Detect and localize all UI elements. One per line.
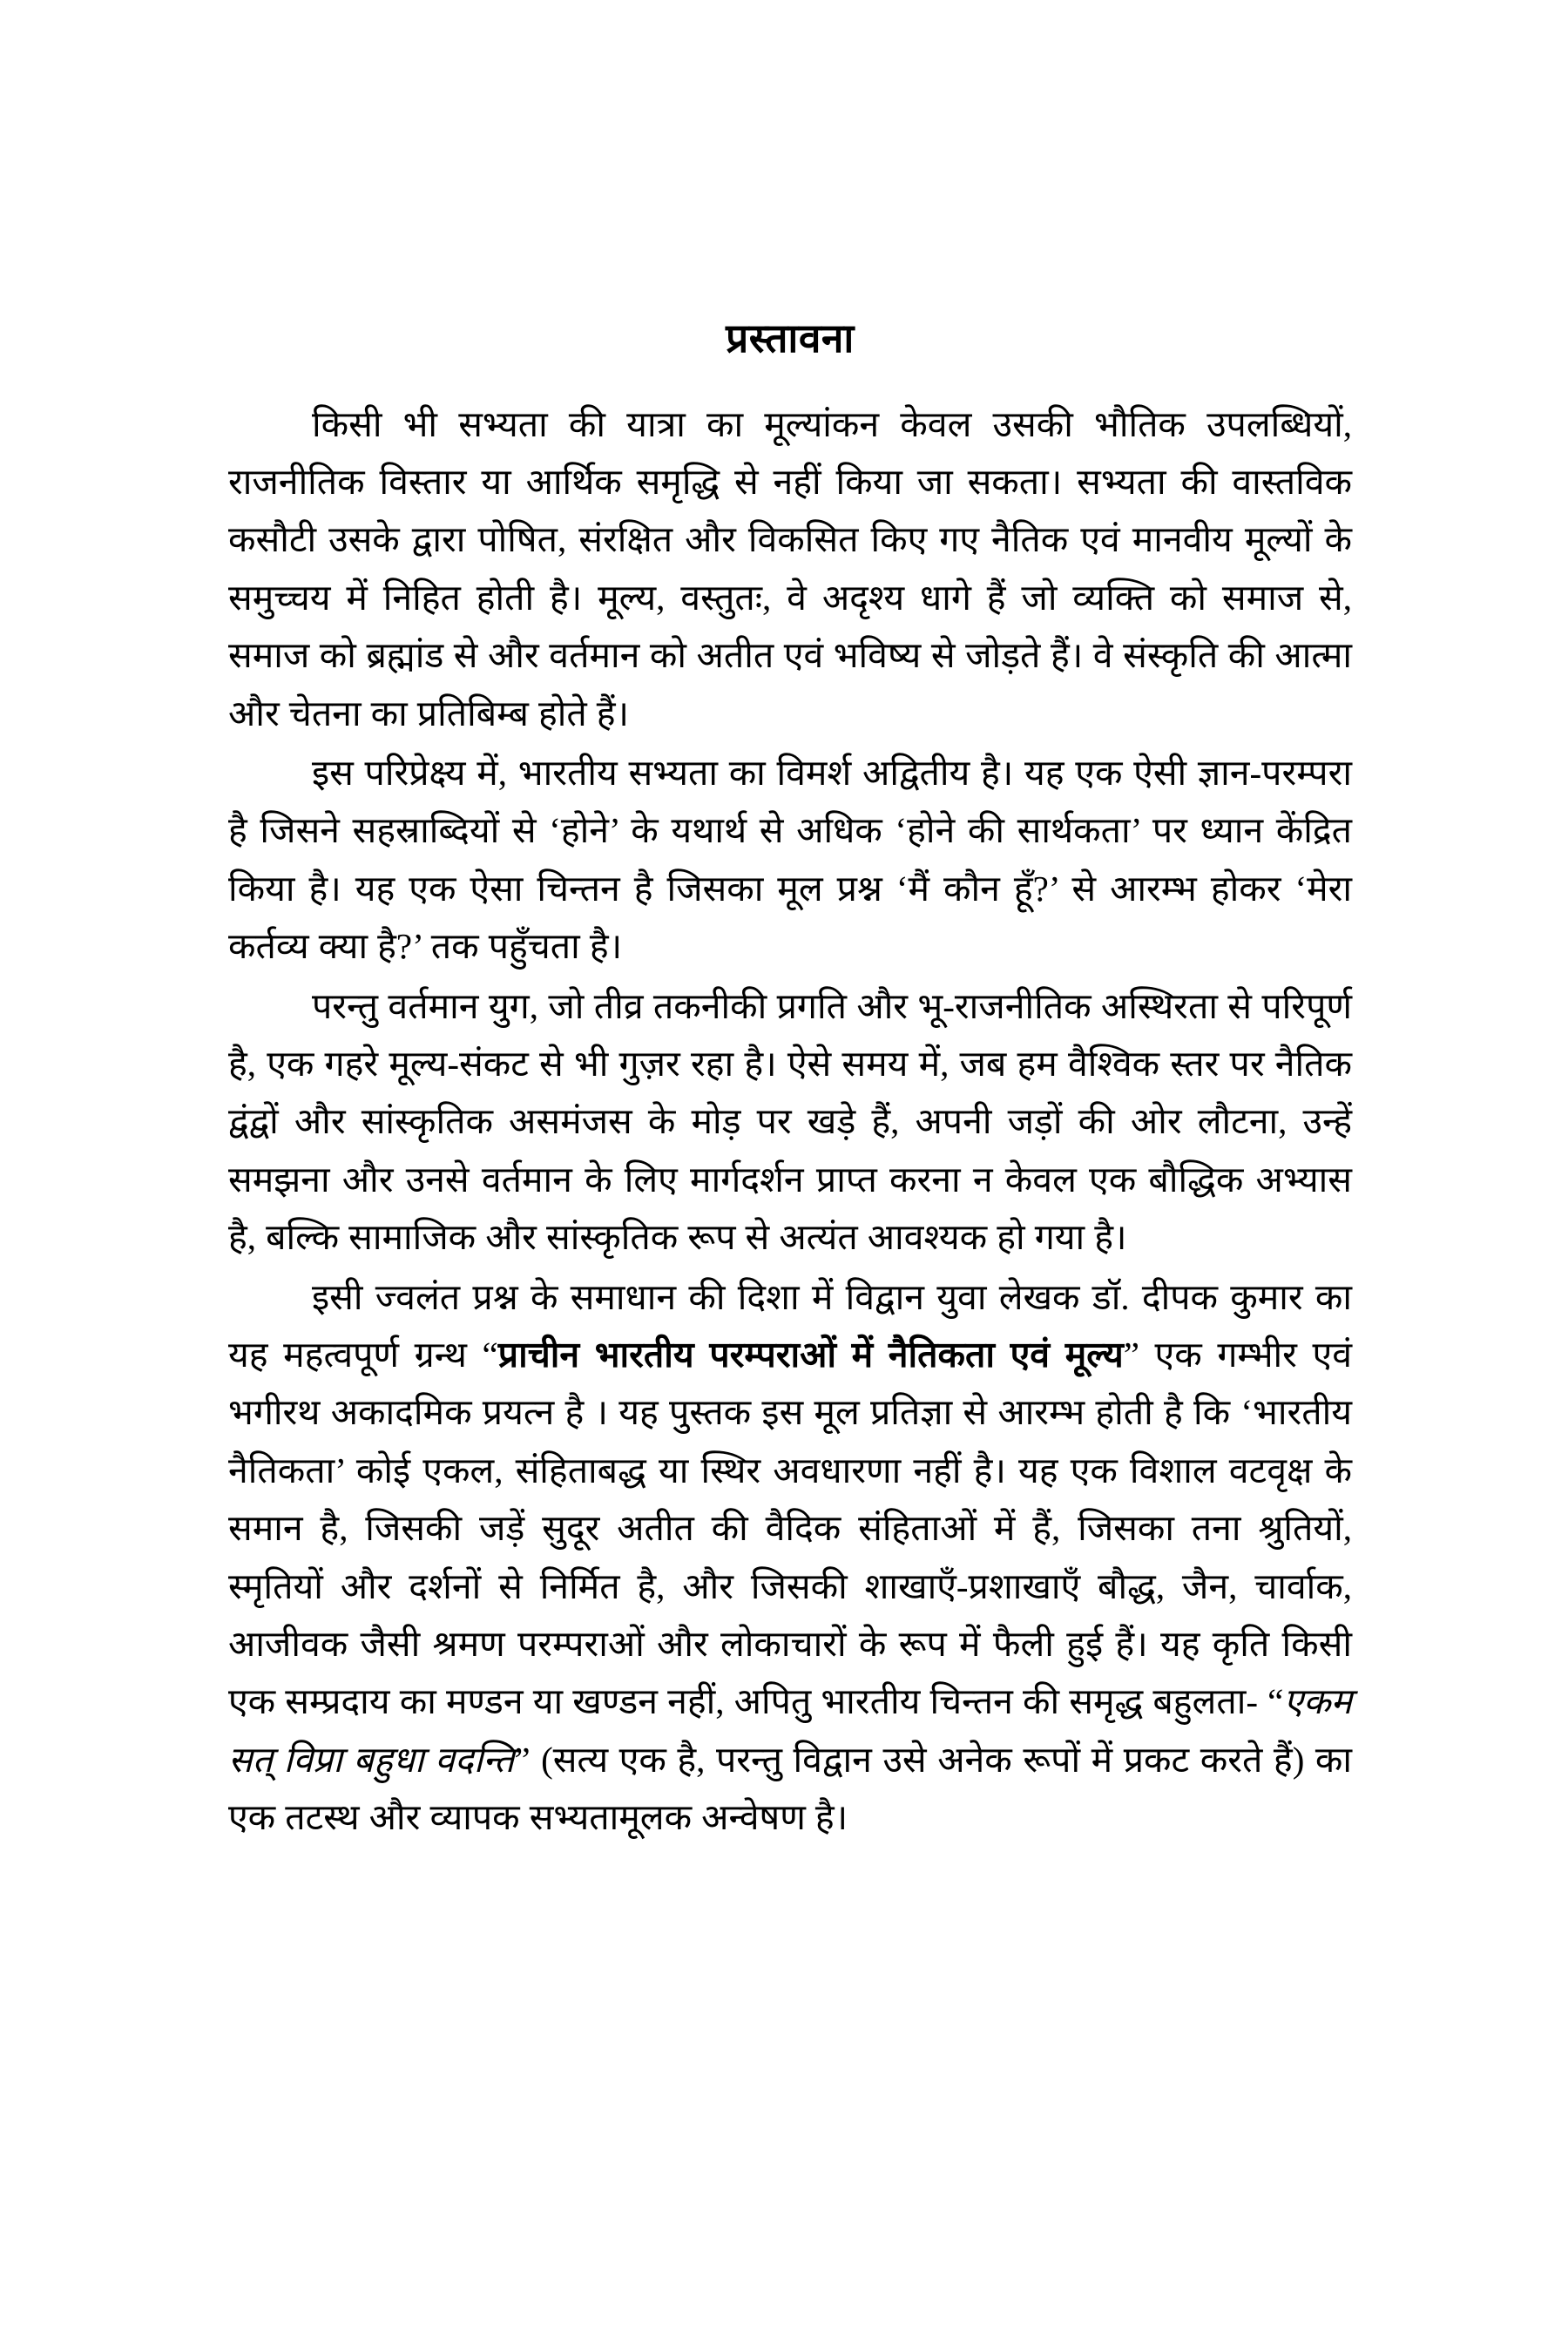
text-run: ” एक गम्भीर एवं भगीरथ अकादमिक प्रयत्न है । यह पुस्तक इस मूल प्रतिज्ञा से आरम्भ होती है कि ‘भारतीय नैतिकता’ कोई एकल, संहिताबद्ध या स्थिर अवधारणा नहीं है। यह एक विशाल वटवृक्ष के समान है, जिसकी जड़ें सुदूर अतीत की वैदिक संहिताओं में हैं, जिसका तना श्रुतियों, स्मृतियों और दर्शनों से निर्मित है, और जिसकी शाखाएँ-प्रशाखाएँ बौद्ध, जैन, चार्वाक, आजीवक जैसी श्रमण परम्पराओं और लोकाचारों के रूप में फैली हुई हैं। यह कृति किसी एक सम्प्रदाय का मण्डन या खण्डन नहीं, अपितु भारतीय चिन्तन की समृद्ध बहुलता- “ bbox=[228, 1335, 1352, 1722]
book-title-emphasis: प्राचीन भारतीय परम्पराओं में नैतिकता एवं मूल्य bbox=[497, 1335, 1124, 1375]
paragraph-4 bbox=[228, 1268, 1352, 1847]
text-run: इस परिप्रेक्ष्य में, भारतीय सभ्यता का विमर्श अद्वितीय है। यह एक ऐसी ज्ञान-परम्परा है जिसने सहस्राब्दियों से ‘होने’ के यथार्थ से अधिक ‘होने की सार्थकता’ पर ध्यान केंद्रित किया है। यह एक ऐसा चिन्तन है जिसका मूल प्रश्न ‘मैं कौन हूँ?’ से आरम्भ होकर ‘मेरा कर्तव्य क्या है?’ तक पहुँचता है। bbox=[228, 752, 1352, 967]
sanskrit-quote-emphasis: एकम सत् विप्रा बहुधा वदन्ति bbox=[228, 1681, 1352, 1780]
paragraph-3 bbox=[228, 977, 1352, 1267]
page-content bbox=[228, 314, 1352, 1847]
text-run: किसी भी सभ्यता की यात्रा का मूल्यांकन केवल उसकी भौतिक उपलब्धियों, राजनीतिक विस्तार या आर्थिक समृद्धि से नहीं किया जा सकता। सभ्यता की वास्तविक कसौटी उसके द्वारा पोषित, संरक्षित और विकसित किए गए नैतिक एवं मानवीय मूल्यों के समुच्चय में निहित होती है। मूल्य, वस्तुतः, वे अदृश्य धागे हैं जो व्यक्ति को समाज से, समाज को ब्रह्मांड से और वर्तमान को अतीत एवं भविष्य से जोड़ते हैं। वे संस्कृति की आत्मा और चेतना का प्रतिबिम्ब होते हैं। bbox=[228, 403, 1352, 733]
text-run: इसी ज्वलंत प्रश्न के समाधान की दिशा में विद्वान युवा लेखक डॉ. दीपक कुमार का यह महत्वपूर्ण ग्रन्थ “ bbox=[228, 1276, 1352, 1375]
paragraph-1 bbox=[228, 395, 1352, 742]
text-run: परन्तु वर्तमान युग, जो तीव्र तकनीकी प्रगति और भू-राजनीतिक अस्थिरता से परिपूर्ण है, एक गहरे मूल्य-संकट से भी गुज़र रहा है। ऐसे समय में, जब हम वैश्विक स्तर पर नैतिक द्वंद्वों और सांस्कृतिक असमंजस के मोड़ पर खड़े हैं, अपनी जड़ों की ओर लौटना, उन्हें समझना और उनसे वर्तमान के लिए मार्गदर्शन प्राप्त करना न केवल एक बौद्धिक अभ्यास है, बल्कि सामाजिक और सांस्कृतिक रूप से अत्यंत आवश्यक हो गया है। bbox=[228, 985, 1352, 1258]
page-title: प्रस्तावना bbox=[726, 316, 855, 361]
paragraph-2 bbox=[228, 744, 1352, 976]
text-run: ” (सत्य एक है, परन्तु विद्वान उसे अनेक रूपों में प्रकट करते हैं) का एक तटस्थ और व्यापक सभ्यतामूलक अन्वेषण है। bbox=[228, 1739, 1353, 1838]
